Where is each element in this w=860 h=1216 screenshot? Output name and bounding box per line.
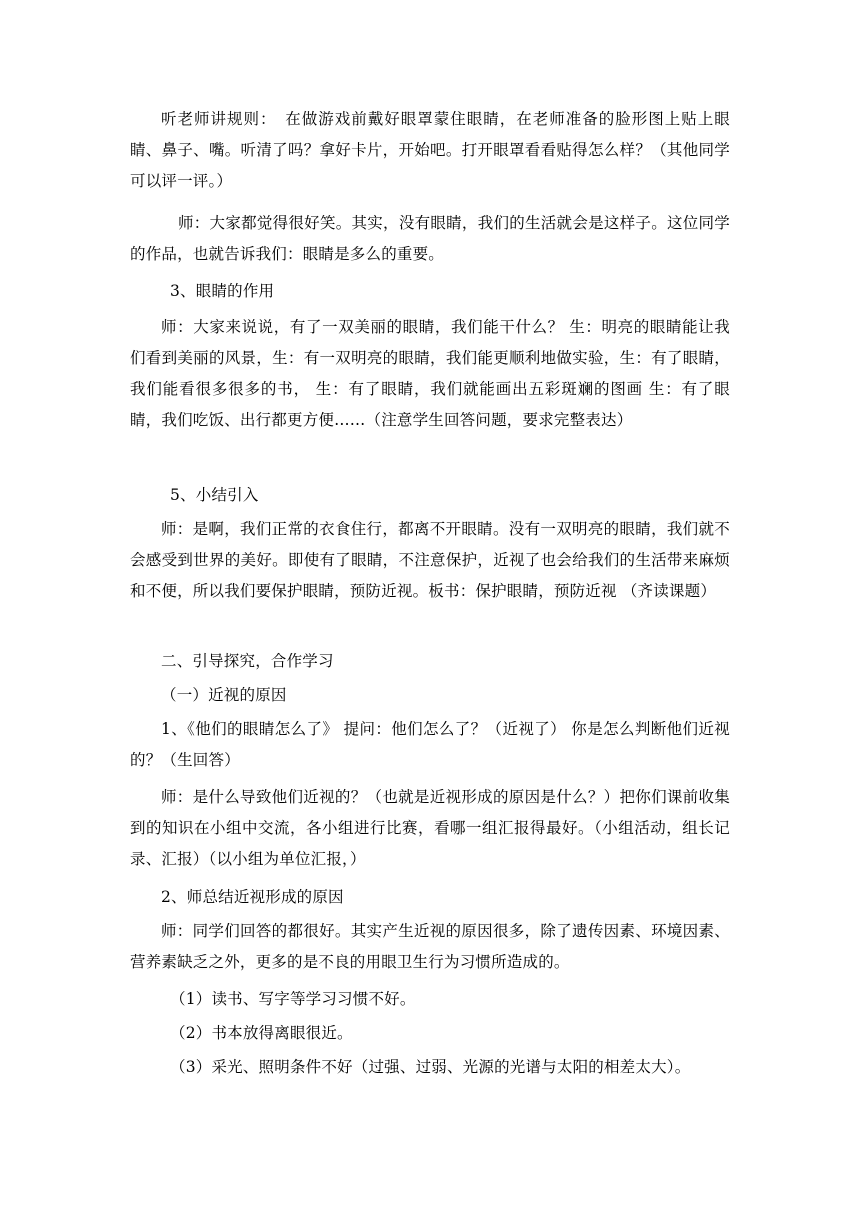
part-two-heading: 二、引导探究，合作学习 (161, 652, 334, 670)
teacher-remark-paragraph: 师：大家都觉得很好笑。其实，没有眼睛，我们的生活就会是这样子。这位同学的作品，也就告诉我们：眼睛是多么的重要。 (130, 214, 730, 263)
section-heading-teacher-summary: 2、师总结近视形成的原因 (161, 888, 344, 906)
question-paragraph: 1、《他们的眼睛怎么了》 提问：他们怎么了？（近视了） 你是怎么判断他们近视的？（生回答） (130, 720, 730, 769)
eye-function-discussion-paragraph: 师：大家来说说，有了一双美丽的眼睛，我们能干什么？ 生：明亮的眼睛能让我们看到美丽的风景，生：有一双明亮的眼睛，我们能更顺利地做实验，生：有了眼睛，我们能看很多很多的书， 生：有了眼睛，我们就能画出五彩斑斓的图画 生：有了眼睛，我们吃饭、出行都更方便……（注意学生回答问题，要求完整表达） (130, 318, 730, 429)
rules-paragraph: 听老师讲规则： 在做游戏前戴好眼罩蒙住眼睛，在老师准备的脸形图上贴上眼睛、鼻子、嘴。听清了吗？拿好卡片，开始吧。打开眼罩看看贴得怎么样？（其他同学可以评一评。） (130, 110, 730, 190)
subsection-heading-causes: （一）近视的原因 (161, 686, 287, 704)
summary-paragraph: 师：是啊，我们正常的衣食住行，都离不开眼睛。没有一双明亮的眼睛，我们就不会感受到世界的美好。即使有了眼睛，不注意保护，近视了也会给我们的生活带来麻烦和不便，所以我们要保护眼睛，预防近视。板书：保护眼睛，预防近视 （齐读课题） (130, 520, 730, 600)
cause-item-2: （2）书本放得离眼很近。 (170, 1024, 353, 1042)
section-heading-summary: 5、小结引入 (170, 486, 259, 504)
section-heading-eye-function: 3、眼睛的作用 (170, 282, 275, 300)
causes-summary-paragraph: 师：同学们回答的都很好。其实产生近视的原因很多，除了遗传因素、环境因素、营养素缺乏之外，更多的是不良的用眼卫生行为习惯所造成的。 (130, 922, 730, 971)
group-activity-paragraph: 师：是什么导致他们近视的？（也就是近视形成的原因是什么？）把你们课前收集到的知识在小组中交流，各小组进行比赛，看哪一组汇报得最好。（小组活动，组长记录、汇报）（以小组为单位汇报，） (130, 788, 730, 868)
cause-item-1: （1）读书、写字等学习习惯不好。 (170, 990, 416, 1008)
cause-item-3: （3）采光、照明条件不好（过强、过弱、光源的光谱与太阳的相差太大）。 (170, 1058, 691, 1076)
